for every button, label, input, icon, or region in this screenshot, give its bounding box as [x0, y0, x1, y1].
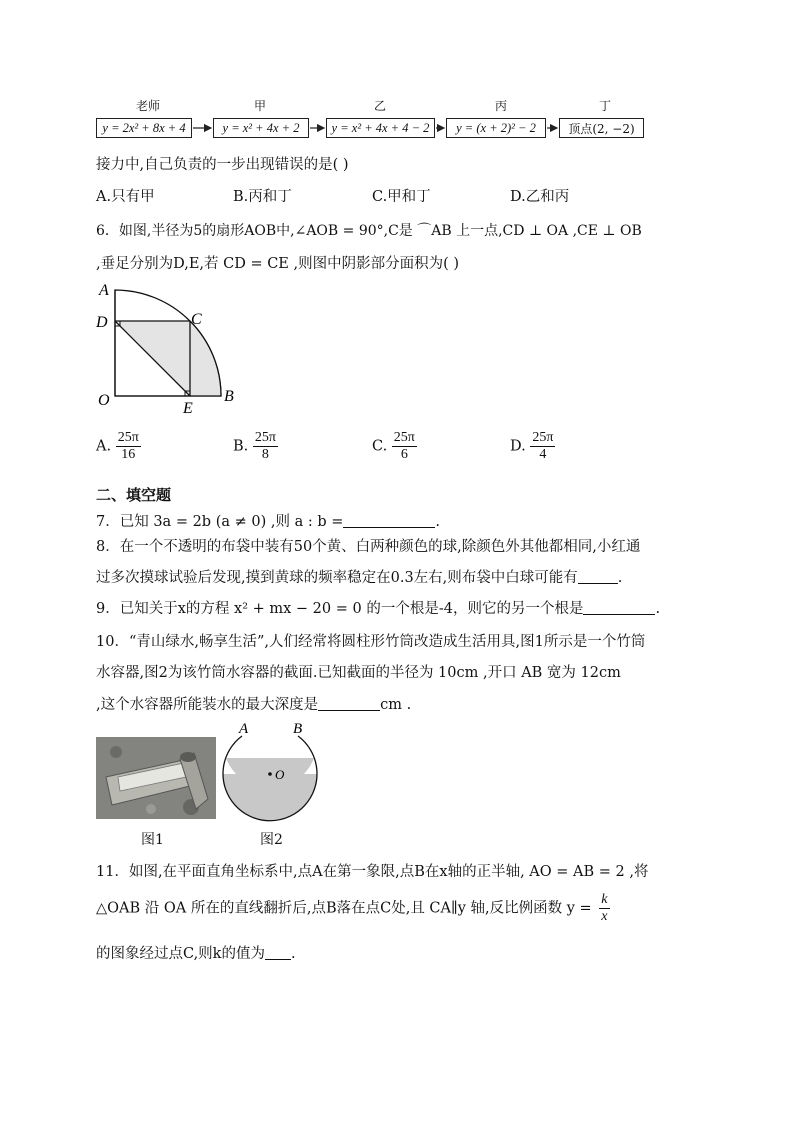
relay-box-teacher: y = 2x² + 8x + 4: [96, 118, 192, 138]
q10-figure2: [218, 716, 328, 826]
label-o: O: [98, 392, 110, 409]
q6-figure: [90, 278, 250, 418]
q6-option-c: C. $\frac{25\pi}{6}$: [372, 430, 415, 462]
shaded-segment: [190, 321, 221, 396]
q11-line2: △OAB 沿 OA 所在的直线翻折后,点B落在点C处,且 CA∥y 轴,反比例函数 y = $\frac{k}{x}$: [96, 892, 608, 924]
q10-line2: 水容器,图2为该竹筒水容器的截面.已知截面的半径为 10cm ,开口 AB 宽为 12cm: [96, 665, 621, 681]
relay-label-bing: 丙: [494, 99, 507, 113]
relay-box-ding: 顶点(2, −2): [559, 118, 644, 138]
label-c: C: [191, 311, 202, 328]
fig1-caption: 图1: [141, 832, 164, 848]
label-b: B: [293, 721, 303, 737]
label-d: D: [96, 314, 108, 331]
q6-option-d: D. $\frac{25\pi}{4}$: [510, 430, 554, 462]
q11-line1: 11．如图,在平面直角坐标系中,点A在第一象限,点B在x轴的正半轴, AO = AB = 2 ,将: [96, 864, 649, 880]
bamboo-photo: [96, 737, 216, 819]
label-a: A: [239, 721, 249, 737]
label-a: A: [99, 282, 109, 299]
relay-label-teacher: 老师: [135, 99, 160, 113]
q5-option-d: D.乙和丙: [510, 189, 570, 205]
q11-line3: 的图象经过点C,则k的值为 .: [96, 946, 296, 962]
q5-option-c: C.甲和丁: [372, 189, 431, 205]
relay-label-yi: 乙: [373, 99, 386, 113]
q8-line2: 过多次摸球试验后发现,摸到黄球的频率稳定在0.3左右,则布袋中白球可能有 .: [96, 570, 623, 586]
q5-option-a: A.只有甲: [96, 189, 155, 205]
relay-box-jia: y = x² + 4x + 2: [213, 118, 309, 138]
center-o: [268, 772, 272, 776]
q6-option-b: B. $\frac{25\pi}{8}$: [233, 430, 276, 462]
q6-line2: ,垂足分别为D,E,若 CD = CE ,则图中阴影部分面积为( ): [96, 256, 460, 272]
q9: 9．已知关于x的方程 x² + mx − 20 = 0 的一个根是-4，则它的另一个根是 .: [96, 601, 661, 617]
q5-stem: 接力中,自己负责的一步出现错误的是( ): [96, 157, 349, 173]
q7: 7．已知 3a = 2b (a ≠ 0) ,则 a : b = .: [96, 514, 440, 530]
q5-option-b: B.丙和丁: [233, 189, 292, 205]
label-e: E: [183, 400, 193, 417]
q8-line1: 8．在一个不透明的布袋中装有50个黄、白两种颜色的球,除颜色外其他都相同,小红通: [96, 539, 641, 555]
relay-label-jia: 甲: [253, 99, 266, 113]
label-b: B: [224, 388, 234, 405]
q6-option-a: A. $\frac{25\pi}{16}$: [96, 430, 139, 462]
section-fill-in: 二、填空题: [96, 486, 172, 504]
q10-line3: ,这个水容器所能装水的最大深度是 cm .: [96, 697, 412, 713]
label-o: O: [275, 767, 285, 782]
relay-label-ding: 丁: [598, 99, 611, 113]
fig2-caption: 图2: [260, 832, 283, 848]
relay-arrows: [0, 0, 794, 160]
q6-line1: 6．如图,半径为5的扇形AOB中,∠AOB = 90°,C是 ⌒AB 上一点,CD ⊥ OA ,CE ⊥ OB: [96, 223, 642, 239]
relay-box-yi: y = x² + 4x + 4 − 2: [326, 118, 435, 138]
q10-line1: 10．“青山绿水,畅享生活”,人们经常将圆柱形竹筒改造成生活用具,图1所示是一个竹筒: [96, 634, 646, 650]
relay-box-bing: y = (x + 2)² − 2: [446, 118, 546, 138]
